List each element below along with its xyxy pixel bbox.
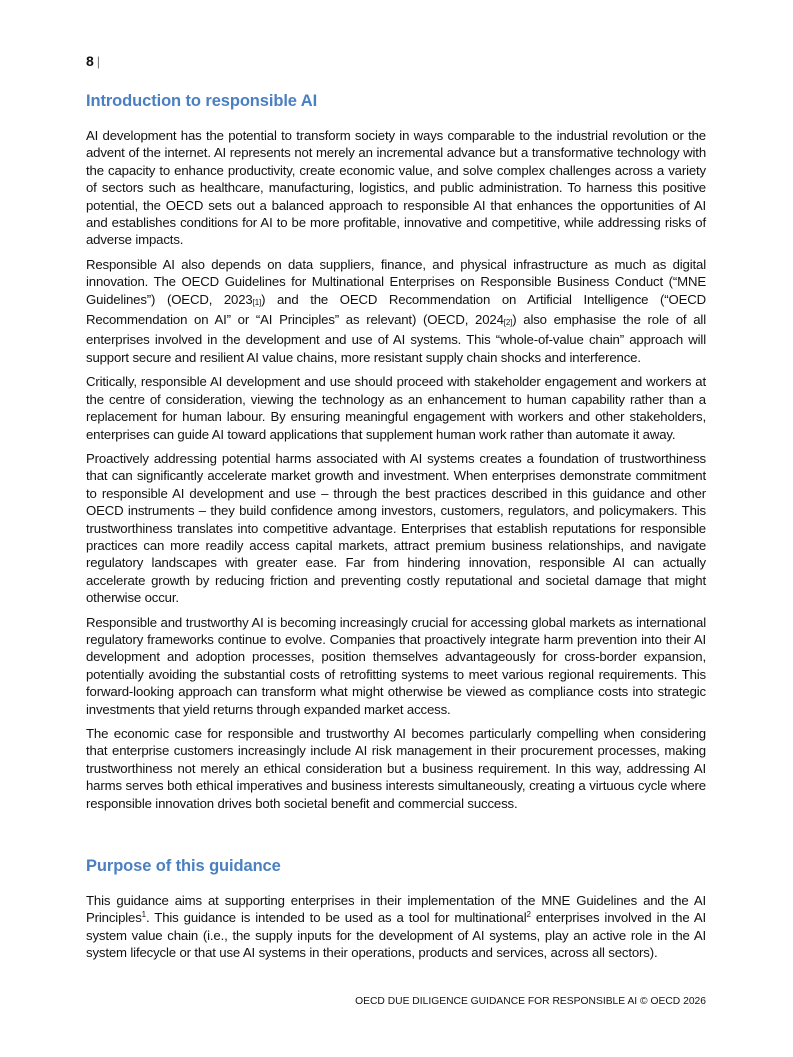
paragraph: Critically, responsible AI development and use should proceed with stakeholder engagement and workers at the centre of consideration, viewing the technology as an enhancement to human capability rather than a replacement for human labour. By ensuring meaningful engagement with workers and other stakeholders, enterprises can guide AI toward applications that supplement human work rather than automate it away. bbox=[86, 374, 706, 442]
footnote-marker[interactable]: 2 bbox=[526, 910, 531, 920]
paragraph: Responsible AI also depends on data suppliers, finance, and physical infrastructure as much as digital innovation. The OECD Guidelines for Multinational Enterprises on Responsible Business Conduct (“MNE Guidelines”) (OECD, $2023_{[1]}$) and the OECD Recommendation on Artificial Intelligence (“OECD Recommendation on AI” or “AI Principles” as relevant) (OECD, $2024_{[2]}$) also emphasise the role of all enterprises involved in the development and use of AI systems. This “whole-of-value chain” approach will support secure and resilient AI value chains, more resistant supply chain shocks and interference. bbox=[86, 256, 707, 365]
footnote-marker[interactable]: 1 bbox=[141, 910, 146, 920]
citation-ref[interactable]: [1] bbox=[252, 297, 262, 307]
section-heading-purpose: Purpose of this guidance bbox=[86, 857, 281, 875]
paragraph: Responsible and trustworthy AI is becoming increasingly crucial for accessing global markets as international regulatory frameworks continue to evolve. Companies that proactively integrate harm prevention into their AI development and adoption processes, position themselves advantageously for cross-border expansion, potentially avoiding the substantial costs of retrofitting systems to meet various regional requirements. This forward-looking approach can transform what might otherwise be viewed as compliance costs into strategic investments that yield returns through expanded market access. bbox=[86, 614, 706, 717]
page-number bbox=[86, 53, 100, 69]
purpose-body bbox=[86, 892, 706, 969]
page-number-separator: | bbox=[96, 54, 101, 69]
paragraph: AI development has the potential to transform society in ways comparable to the industrial revolution or the advent of the internet. AI represents not merely an incremental advance but a transformative technology with the capacity to enhance productivity, create economic value, and solve complex challenges across a variety of sectors such as healthcare, manufacturing, logistics, and public administration. To harness this positive potential, the OECD sets out a balanced approach to responsible AI that enhances the opportunities of AI and establishes conditions for AI to be more profitable, innovative and competitive, while addressing risks of adverse impacts. bbox=[86, 128, 706, 248]
page-number-value: 8 bbox=[86, 53, 94, 69]
paragraph: The economic case for responsible and trustworthy AI becomes particularly compelling when considering that enterprise customers increasingly include AI risk management in their procurement processes, making trustworthiness not merely an ethical consideration but a business requirement. In this way, addressing AI harms serves both ethical imperatives and business interests simultaneously, creating a virtuous cycle where responsible innovation drives both societal benefit and commercial success. bbox=[86, 726, 706, 811]
page-footer: OECD DUE DILIGENCE GUIDANCE FOR RESPONSIBLE AI © OECD 2026 bbox=[355, 996, 706, 1007]
section-heading-introduction: Introduction to responsible AI bbox=[86, 92, 318, 110]
paragraph: Proactively addressing potential harms associated with AI systems creates a foundation of trustworthiness that can significantly accelerate market growth and investment. When enterprises demonstrate commitment to responsible AI development and use – through the best practices described in this guidance and other OECD instruments – they build confidence among investors, customers, regulators, and policymakers. This trustworthiness translates into competitive advantage. Enterprises that establish reputations for responsible practices can more readily access capital markets, attract premium business relationships, and navigate regulatory landscapes with greater ease. Far from hindering innovation, responsible AI can actually accelerate growth by reducing friction and preventing costly reputational and societal damage that might otherwise occur. bbox=[86, 450, 706, 606]
citation-ref[interactable]: [2] bbox=[503, 318, 513, 328]
introduction-body bbox=[86, 127, 706, 819]
paragraph: This guidance aims at supporting enterprises in their implementation of the MNE Guidelines and the AI Principles$^1$. This guidance is intended to be used as a tool for multinational$^2$ enterprises involved in the AI system value chain (i.e., the supply inputs for the development of AI systems, play an active role in the AI system lifecycle or that use AI systems in their operations, products and services, across all sectors). bbox=[86, 893, 706, 961]
